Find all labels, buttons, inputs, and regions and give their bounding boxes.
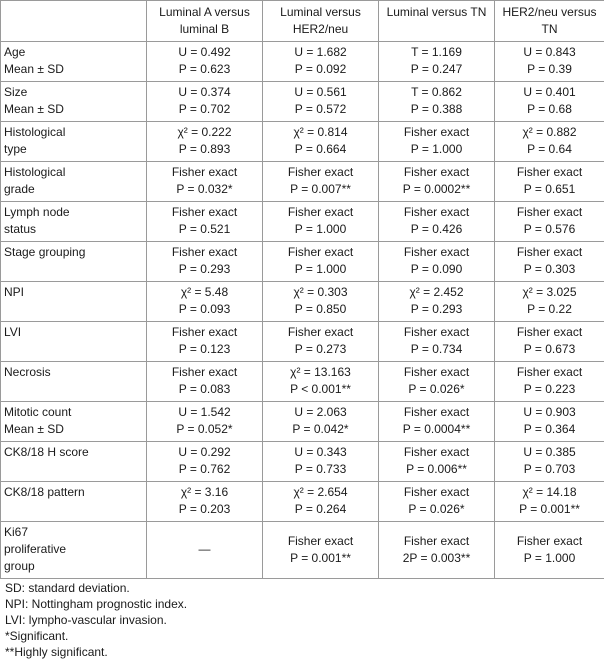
stat-cell bbox=[147, 82, 263, 122]
column-header bbox=[147, 1, 263, 42]
test-statistic: Fisher exact bbox=[266, 244, 375, 261]
p-value: P = 0.0004** bbox=[382, 421, 491, 438]
column-header bbox=[495, 1, 604, 42]
test-statistic: χ² = 3.16 bbox=[150, 484, 259, 501]
test-statistic: Fisher exact bbox=[382, 533, 491, 550]
table-footnotes bbox=[0, 580, 604, 660]
row-label-text: NPI bbox=[4, 284, 143, 301]
stat-cell bbox=[379, 42, 495, 82]
table-row bbox=[1, 122, 604, 162]
stat-cell bbox=[379, 522, 495, 579]
stat-cell bbox=[379, 162, 495, 202]
column-header-text: Luminal A versus bbox=[150, 4, 259, 21]
row-label-text: Histological bbox=[4, 164, 143, 181]
p-value: P = 1.000 bbox=[382, 141, 491, 158]
stat-cell bbox=[147, 362, 263, 402]
column-header-text: Luminal versus TN bbox=[382, 4, 491, 21]
test-statistic: U = 0.492 bbox=[150, 44, 259, 61]
row-label-text: Age bbox=[4, 44, 143, 61]
row-label bbox=[1, 42, 147, 82]
test-statistic: χ² = 5.48 bbox=[150, 284, 259, 301]
row-label-text: grade bbox=[4, 181, 143, 198]
p-value: P = 0.39 bbox=[498, 61, 601, 78]
test-statistic: χ² = 0.303 bbox=[266, 284, 375, 301]
stat-cell bbox=[147, 402, 263, 442]
table-body bbox=[1, 42, 604, 579]
p-value: P = 0.651 bbox=[498, 181, 601, 198]
test-statistic: Fisher exact bbox=[382, 204, 491, 221]
p-value: P = 0.001** bbox=[266, 550, 375, 567]
p-value: 2P = 0.003** bbox=[382, 550, 491, 567]
p-value: P = 0.083 bbox=[150, 381, 259, 398]
test-statistic: Fisher exact bbox=[382, 404, 491, 421]
test-statistic: Fisher exact bbox=[150, 324, 259, 341]
test-statistic: U = 2.063 bbox=[266, 404, 375, 421]
row-label-text: Histological bbox=[4, 124, 143, 141]
stat-cell bbox=[495, 282, 604, 322]
column-header-text: Luminal versus bbox=[266, 4, 375, 21]
stat-cell bbox=[495, 122, 604, 162]
table-row bbox=[1, 82, 604, 122]
footnote: SD: standard deviation. bbox=[5, 580, 604, 596]
stat-cell bbox=[379, 442, 495, 482]
column-header bbox=[379, 1, 495, 42]
stat-cell bbox=[495, 522, 604, 579]
p-value: P = 0.734 bbox=[382, 341, 491, 358]
p-value: P = 0.293 bbox=[382, 301, 491, 318]
test-statistic: T = 0.862 bbox=[382, 84, 491, 101]
test-statistic: Fisher exact bbox=[266, 324, 375, 341]
p-value: P = 0.001** bbox=[498, 501, 601, 518]
test-statistic: Fisher exact bbox=[150, 164, 259, 181]
test-statistic: Fisher exact bbox=[382, 484, 491, 501]
column-header-text: HER2/neu bbox=[266, 21, 375, 38]
test-statistic: — bbox=[150, 541, 259, 558]
p-value: P = 0.007** bbox=[266, 181, 375, 198]
p-value: P = 0.893 bbox=[150, 141, 259, 158]
test-statistic: Fisher exact bbox=[498, 244, 601, 261]
stat-cell bbox=[263, 362, 379, 402]
row-label-text: proliferative bbox=[4, 541, 143, 558]
stat-cell bbox=[379, 322, 495, 362]
p-value: P = 0.006** bbox=[382, 461, 491, 478]
p-value: P = 0.521 bbox=[150, 221, 259, 238]
stat-cell bbox=[147, 282, 263, 322]
stat-cell bbox=[495, 442, 604, 482]
stat-cell bbox=[263, 122, 379, 162]
row-label-text: group bbox=[4, 558, 143, 575]
row-label-text: CK8/18 H score bbox=[4, 444, 143, 461]
row-label bbox=[1, 202, 147, 242]
test-statistic: χ² = 13.163 bbox=[266, 364, 375, 381]
test-statistic: Fisher exact bbox=[382, 444, 491, 461]
row-label bbox=[1, 242, 147, 282]
stat-cell bbox=[263, 282, 379, 322]
p-value: P = 0.702 bbox=[150, 101, 259, 118]
column-header bbox=[263, 1, 379, 42]
row-label-text: Lymph node bbox=[4, 204, 143, 221]
test-statistic: χ² = 14.18 bbox=[498, 484, 601, 501]
row-label-text: status bbox=[4, 221, 143, 238]
p-value: P = 0.762 bbox=[150, 461, 259, 478]
test-statistic: Fisher exact bbox=[382, 124, 491, 141]
test-statistic: U = 0.343 bbox=[266, 444, 375, 461]
stat-cell bbox=[263, 482, 379, 522]
test-statistic: Fisher exact bbox=[382, 364, 491, 381]
test-statistic: Fisher exact bbox=[498, 364, 601, 381]
row-label-text: CK8/18 pattern bbox=[4, 484, 143, 501]
p-value: P = 0.052* bbox=[150, 421, 259, 438]
p-value: P = 0.123 bbox=[150, 341, 259, 358]
p-value: P = 1.000 bbox=[498, 550, 601, 567]
stat-cell bbox=[147, 522, 263, 579]
row-label-text: LVI bbox=[4, 324, 143, 341]
table-row bbox=[1, 42, 604, 82]
row-label-text: Mitotic count bbox=[4, 404, 143, 421]
stat-cell bbox=[263, 522, 379, 579]
stat-cell bbox=[379, 242, 495, 282]
test-statistic: U = 0.385 bbox=[498, 444, 601, 461]
p-value: P = 0.850 bbox=[266, 301, 375, 318]
p-value: P = 0.273 bbox=[266, 341, 375, 358]
p-value: P = 0.64 bbox=[498, 141, 601, 158]
table-row bbox=[1, 202, 604, 242]
p-value: P = 0.22 bbox=[498, 301, 601, 318]
p-value: P = 0.733 bbox=[266, 461, 375, 478]
test-statistic: χ² = 0.814 bbox=[266, 124, 375, 141]
p-value: P = 0.203 bbox=[150, 501, 259, 518]
stat-cell bbox=[379, 202, 495, 242]
p-value: P = 0.223 bbox=[498, 381, 601, 398]
p-value: P = 0.042* bbox=[266, 421, 375, 438]
test-statistic: χ² = 0.882 bbox=[498, 124, 601, 141]
p-value: P = 1.000 bbox=[266, 221, 375, 238]
p-value: P = 0.664 bbox=[266, 141, 375, 158]
test-statistic: Fisher exact bbox=[498, 204, 601, 221]
test-statistic: Fisher exact bbox=[150, 204, 259, 221]
test-statistic: U = 1.542 bbox=[150, 404, 259, 421]
row-label bbox=[1, 162, 147, 202]
header-corner-cell bbox=[1, 1, 147, 42]
table-row bbox=[1, 162, 604, 202]
p-value: P = 0.247 bbox=[382, 61, 491, 78]
p-value: P = 1.000 bbox=[266, 261, 375, 278]
table-row bbox=[1, 282, 604, 322]
test-statistic: Fisher exact bbox=[266, 204, 375, 221]
row-label-text: Size bbox=[4, 84, 143, 101]
test-statistic: Fisher exact bbox=[498, 533, 601, 550]
footnote: *Significant. bbox=[5, 628, 604, 644]
row-label-text: Ki67 bbox=[4, 524, 143, 541]
stat-cell bbox=[147, 322, 263, 362]
test-statistic: U = 1.682 bbox=[266, 44, 375, 61]
stat-cell bbox=[495, 482, 604, 522]
test-statistic: Fisher exact bbox=[382, 324, 491, 341]
p-value: P = 0.092 bbox=[266, 61, 375, 78]
stat-cell bbox=[147, 42, 263, 82]
column-header-text: HER2/neu versus bbox=[498, 4, 601, 21]
stat-cell bbox=[379, 362, 495, 402]
table-row bbox=[1, 322, 604, 362]
stat-cell bbox=[263, 82, 379, 122]
stat-cell bbox=[147, 122, 263, 162]
stat-cell bbox=[263, 402, 379, 442]
p-value: P = 0.293 bbox=[150, 261, 259, 278]
footnote: **Highly significant. bbox=[5, 644, 604, 660]
footnote: NPI: Nottingham prognostic index. bbox=[5, 596, 604, 612]
p-value: P = 0.572 bbox=[266, 101, 375, 118]
test-statistic: U = 0.401 bbox=[498, 84, 601, 101]
test-statistic: U = 0.903 bbox=[498, 404, 601, 421]
row-label-text: Mean ± SD bbox=[4, 421, 143, 438]
test-statistic: T = 1.169 bbox=[382, 44, 491, 61]
row-label-text: Necrosis bbox=[4, 364, 143, 381]
stat-cell bbox=[263, 202, 379, 242]
p-value: P = 0.388 bbox=[382, 101, 491, 118]
row-label-text: type bbox=[4, 141, 143, 158]
p-value: P = 0.673 bbox=[498, 341, 601, 358]
stat-cell bbox=[263, 322, 379, 362]
table-row bbox=[1, 242, 604, 282]
p-value: P = 0.026* bbox=[382, 381, 491, 398]
p-value: P < 0.001** bbox=[266, 381, 375, 398]
stat-cell bbox=[495, 242, 604, 282]
row-label-text: Mean ± SD bbox=[4, 61, 143, 78]
row-label-text: Stage grouping bbox=[4, 244, 143, 261]
stat-cell bbox=[379, 82, 495, 122]
row-label bbox=[1, 282, 147, 322]
table-row bbox=[1, 522, 604, 579]
p-value: P = 0.303 bbox=[498, 261, 601, 278]
test-statistic: U = 0.292 bbox=[150, 444, 259, 461]
test-statistic: Fisher exact bbox=[150, 244, 259, 261]
p-value: P = 0.364 bbox=[498, 421, 601, 438]
row-label bbox=[1, 122, 147, 162]
p-value: P = 0.426 bbox=[382, 221, 491, 238]
p-value: P = 0.703 bbox=[498, 461, 601, 478]
table-row bbox=[1, 482, 604, 522]
test-statistic: χ² = 2.452 bbox=[382, 284, 491, 301]
stat-cell bbox=[147, 202, 263, 242]
p-value: P = 0.032* bbox=[150, 181, 259, 198]
stat-cell bbox=[147, 442, 263, 482]
test-statistic: Fisher exact bbox=[498, 164, 601, 181]
stat-cell bbox=[495, 322, 604, 362]
stat-cell bbox=[263, 242, 379, 282]
test-statistic: U = 0.374 bbox=[150, 84, 259, 101]
column-header-text: TN bbox=[498, 21, 601, 38]
stat-cell bbox=[147, 162, 263, 202]
test-statistic: U = 0.561 bbox=[266, 84, 375, 101]
p-value: P = 0.68 bbox=[498, 101, 601, 118]
stat-cell bbox=[379, 282, 495, 322]
test-statistic: Fisher exact bbox=[266, 533, 375, 550]
stat-cell bbox=[263, 42, 379, 82]
p-value: P = 0.093 bbox=[150, 301, 259, 318]
stat-cell bbox=[379, 482, 495, 522]
stat-cell bbox=[379, 122, 495, 162]
table-header-row bbox=[1, 1, 604, 42]
stat-cell bbox=[147, 242, 263, 282]
row-label bbox=[1, 362, 147, 402]
test-statistic: χ² = 0.222 bbox=[150, 124, 259, 141]
stat-cell bbox=[495, 162, 604, 202]
stat-cell bbox=[495, 402, 604, 442]
test-statistic: χ² = 3.025 bbox=[498, 284, 601, 301]
p-value: P = 0.576 bbox=[498, 221, 601, 238]
stat-cell bbox=[263, 162, 379, 202]
test-statistic: Fisher exact bbox=[266, 164, 375, 181]
row-label bbox=[1, 522, 147, 579]
test-statistic: χ² = 2.654 bbox=[266, 484, 375, 501]
p-value: P = 0.026* bbox=[382, 501, 491, 518]
row-label-text: Mean ± SD bbox=[4, 101, 143, 118]
row-label bbox=[1, 482, 147, 522]
row-label bbox=[1, 82, 147, 122]
stat-cell bbox=[495, 42, 604, 82]
table-row bbox=[1, 442, 604, 482]
row-label bbox=[1, 322, 147, 362]
p-value: P = 0.623 bbox=[150, 61, 259, 78]
table-row bbox=[1, 402, 604, 442]
stat-cell bbox=[147, 482, 263, 522]
stat-cell bbox=[495, 202, 604, 242]
p-value: P = 0.264 bbox=[266, 501, 375, 518]
table-row bbox=[1, 362, 604, 402]
row-label bbox=[1, 402, 147, 442]
stat-cell bbox=[263, 442, 379, 482]
test-statistic: Fisher exact bbox=[498, 324, 601, 341]
column-header-text: luminal B bbox=[150, 21, 259, 38]
stat-cell bbox=[495, 82, 604, 122]
stat-cell bbox=[495, 362, 604, 402]
test-statistic: Fisher exact bbox=[382, 244, 491, 261]
p-value: P = 0.090 bbox=[382, 261, 491, 278]
test-statistic: U = 0.843 bbox=[498, 44, 601, 61]
footnote: LVI: lympho-vascular invasion. bbox=[5, 612, 604, 628]
test-statistic: Fisher exact bbox=[382, 164, 491, 181]
test-statistic: Fisher exact bbox=[150, 364, 259, 381]
stat-cell bbox=[379, 402, 495, 442]
p-value: P = 0.0002** bbox=[382, 181, 491, 198]
row-label bbox=[1, 442, 147, 482]
